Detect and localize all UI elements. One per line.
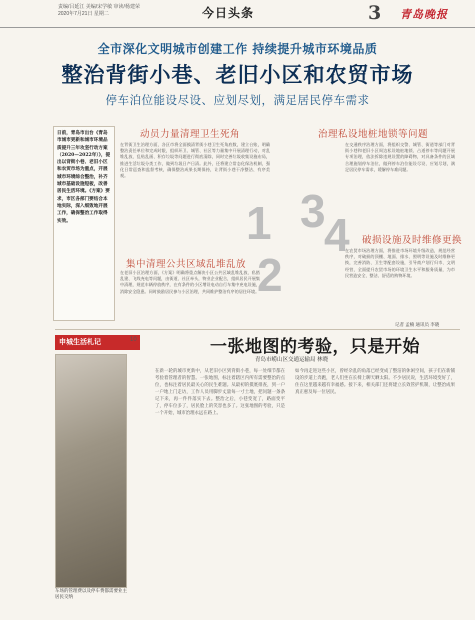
column-label: 申城生活札记 [55,335,140,350]
reporter-byline: 记者 孟楠 通讯员 李晓 [395,322,440,327]
date-line: 2020年7月21日 星期二 [58,11,109,17]
section-1-heading: 动员力量清理卫生死角 [140,129,241,140]
section-2-text: 在老旧小区治理方面，《方案》明确将重点解决小区公共区域乱堆乱放、私搭乱建、飞线充电等问题，由街道、社区牵头，物业企业配合，组织居民开展集中清理，规范车辆停放秩序，在有条件的小区增设电动自行车集中充电设施，消除安全隐患。同时鼓励居民参与小区治理，共同维护整洁有序的居住环境。 [120,270,260,294]
feature-subhead: 停车泊位能设尽设、应划尽划，满足居民停车需求 [105,93,370,107]
story-title: 一张地图的考验，只是开始 [210,337,420,357]
section-3-text: 在交通秩序治理方面，将组织交警、城管、街道等部门对背街小巷和老旧小区周边私设地桩地锁、占道停车等问题开展专项治理，依法拆除违规设置的障碍物，对具备条件的区域合理施划停车泊位，做到停车泊位能设尽设、应划尽划，满足居民停车需求，缓解停车难问题。 [345,142,455,172]
section-number-4: 4 [324,209,350,261]
section-number-2: 2 [257,249,283,301]
story-text-left: 在新一轮的城市更新中，从老旧小区到背街小巷，每一处细节都在考验着管理者的智慧。一张地图，标注着辖区内所有需要整治的点位，也标注着居民最关心的民生难题。从最初的摸底排查，到一户一户地上门走访，工作人员用脚步丈量每一寸土地，把问题一条条记下来，再一件件落实下去。整治之后，小巷变宽了，路面变平了，停车位多了，居民脸上的笑容也多了。这张地图的考验，只是一个开始，城市治理永远在路上。 [155,369,285,416]
author-photo [55,354,127,588]
section-3-heading: 治理私设地桩地锁等问题 [318,129,429,140]
section-number-3: 3 [300,185,326,237]
section-1-text: 在背街卫生治理方面，各区市将全面摸清背街小巷卫生死角底数，建立台账，明确整治责任单位和完成时限，组织环卫、城管、社区等力量集中开展清理行动，对乱堆乱放、乱贴乱画、积存垃圾等问题进行彻底清除，同时完善垃圾收集设施布局，推进生活垃圾分类工作，做到垃圾日产日清。此外，还将建立常态化保洁机制，强化日常巡查和监督考核，确保整治成果长期保持，让背街小巷干净整洁、有序美观。 [120,142,270,179]
intro-box [53,126,115,321]
masthead-rule [0,27,475,28]
intro-text: 日前，青岛市出台《青岛市城市更新和城市环境品质提升三年攻坚行动方案（2020—2022年）》，提出以背街小巷、老旧小区和农贸市场为重点，开展城市环境综合整治，补齐城市基础设施短板，改善居民生活环境。《方案》要求，市区各部门要结合本地实际，深入细致地开展工作，确保整治工作取得实效。 [57,131,111,224]
section-number-1: 1 [246,197,272,249]
section-4-heading: 破损设施及时维修更换 [362,235,463,246]
story-byline: 青岛市崂山区交通运输局 林晓 [255,357,329,363]
paper-logo: 青岛晚报 [400,8,448,21]
page-number: 3 [368,2,382,24]
section-divider [55,329,460,330]
story-text-right: 如今再走进这些小区，曾经杂乱的角落已经变成了整洁的休闲空间，孩子们在新铺设的步道上奔跑，老人们坐在长椅上聊天晒太阳。不少居民说，生活环境变好了，住在这里越来越有幸福感。接下来，相关部门还将建立长效管护机制，让整治成果真正惠及每一位居民。 [295,369,455,395]
editor-credits [58,4,140,18]
section-2-heading: 集中清理公共区域乱堆乱放 [126,259,247,270]
feature-headline: 整治背街小巷、老旧小区和农贸市场 [61,62,414,87]
photo-caption: 车场的管理费以及停车费都需要业主居民交纳 [55,588,127,599]
page-section-name: 今日头条 [202,6,255,20]
section-4-text: 在农贸市场治理方面，将推进市场环境升级改造，规范经营秩序，对破损的顶棚、地面、排水、照明等设施及时维修更换，完善消防、卫生等配套设施，引导商户划行归市、文明经营，全面提升农贸市场的环境卫生水平和服务质量，为市民营造安全、整洁、舒适的购物环境。 [345,248,455,278]
editor-line: 责编/吕延江 美编/宋学敏 审读/杨建荣 [58,4,140,10]
column-issue-number: 10 [130,337,137,343]
feature-kicker: 全市深化文明城市创建工作 持续提升城市环境品质 [97,42,378,56]
